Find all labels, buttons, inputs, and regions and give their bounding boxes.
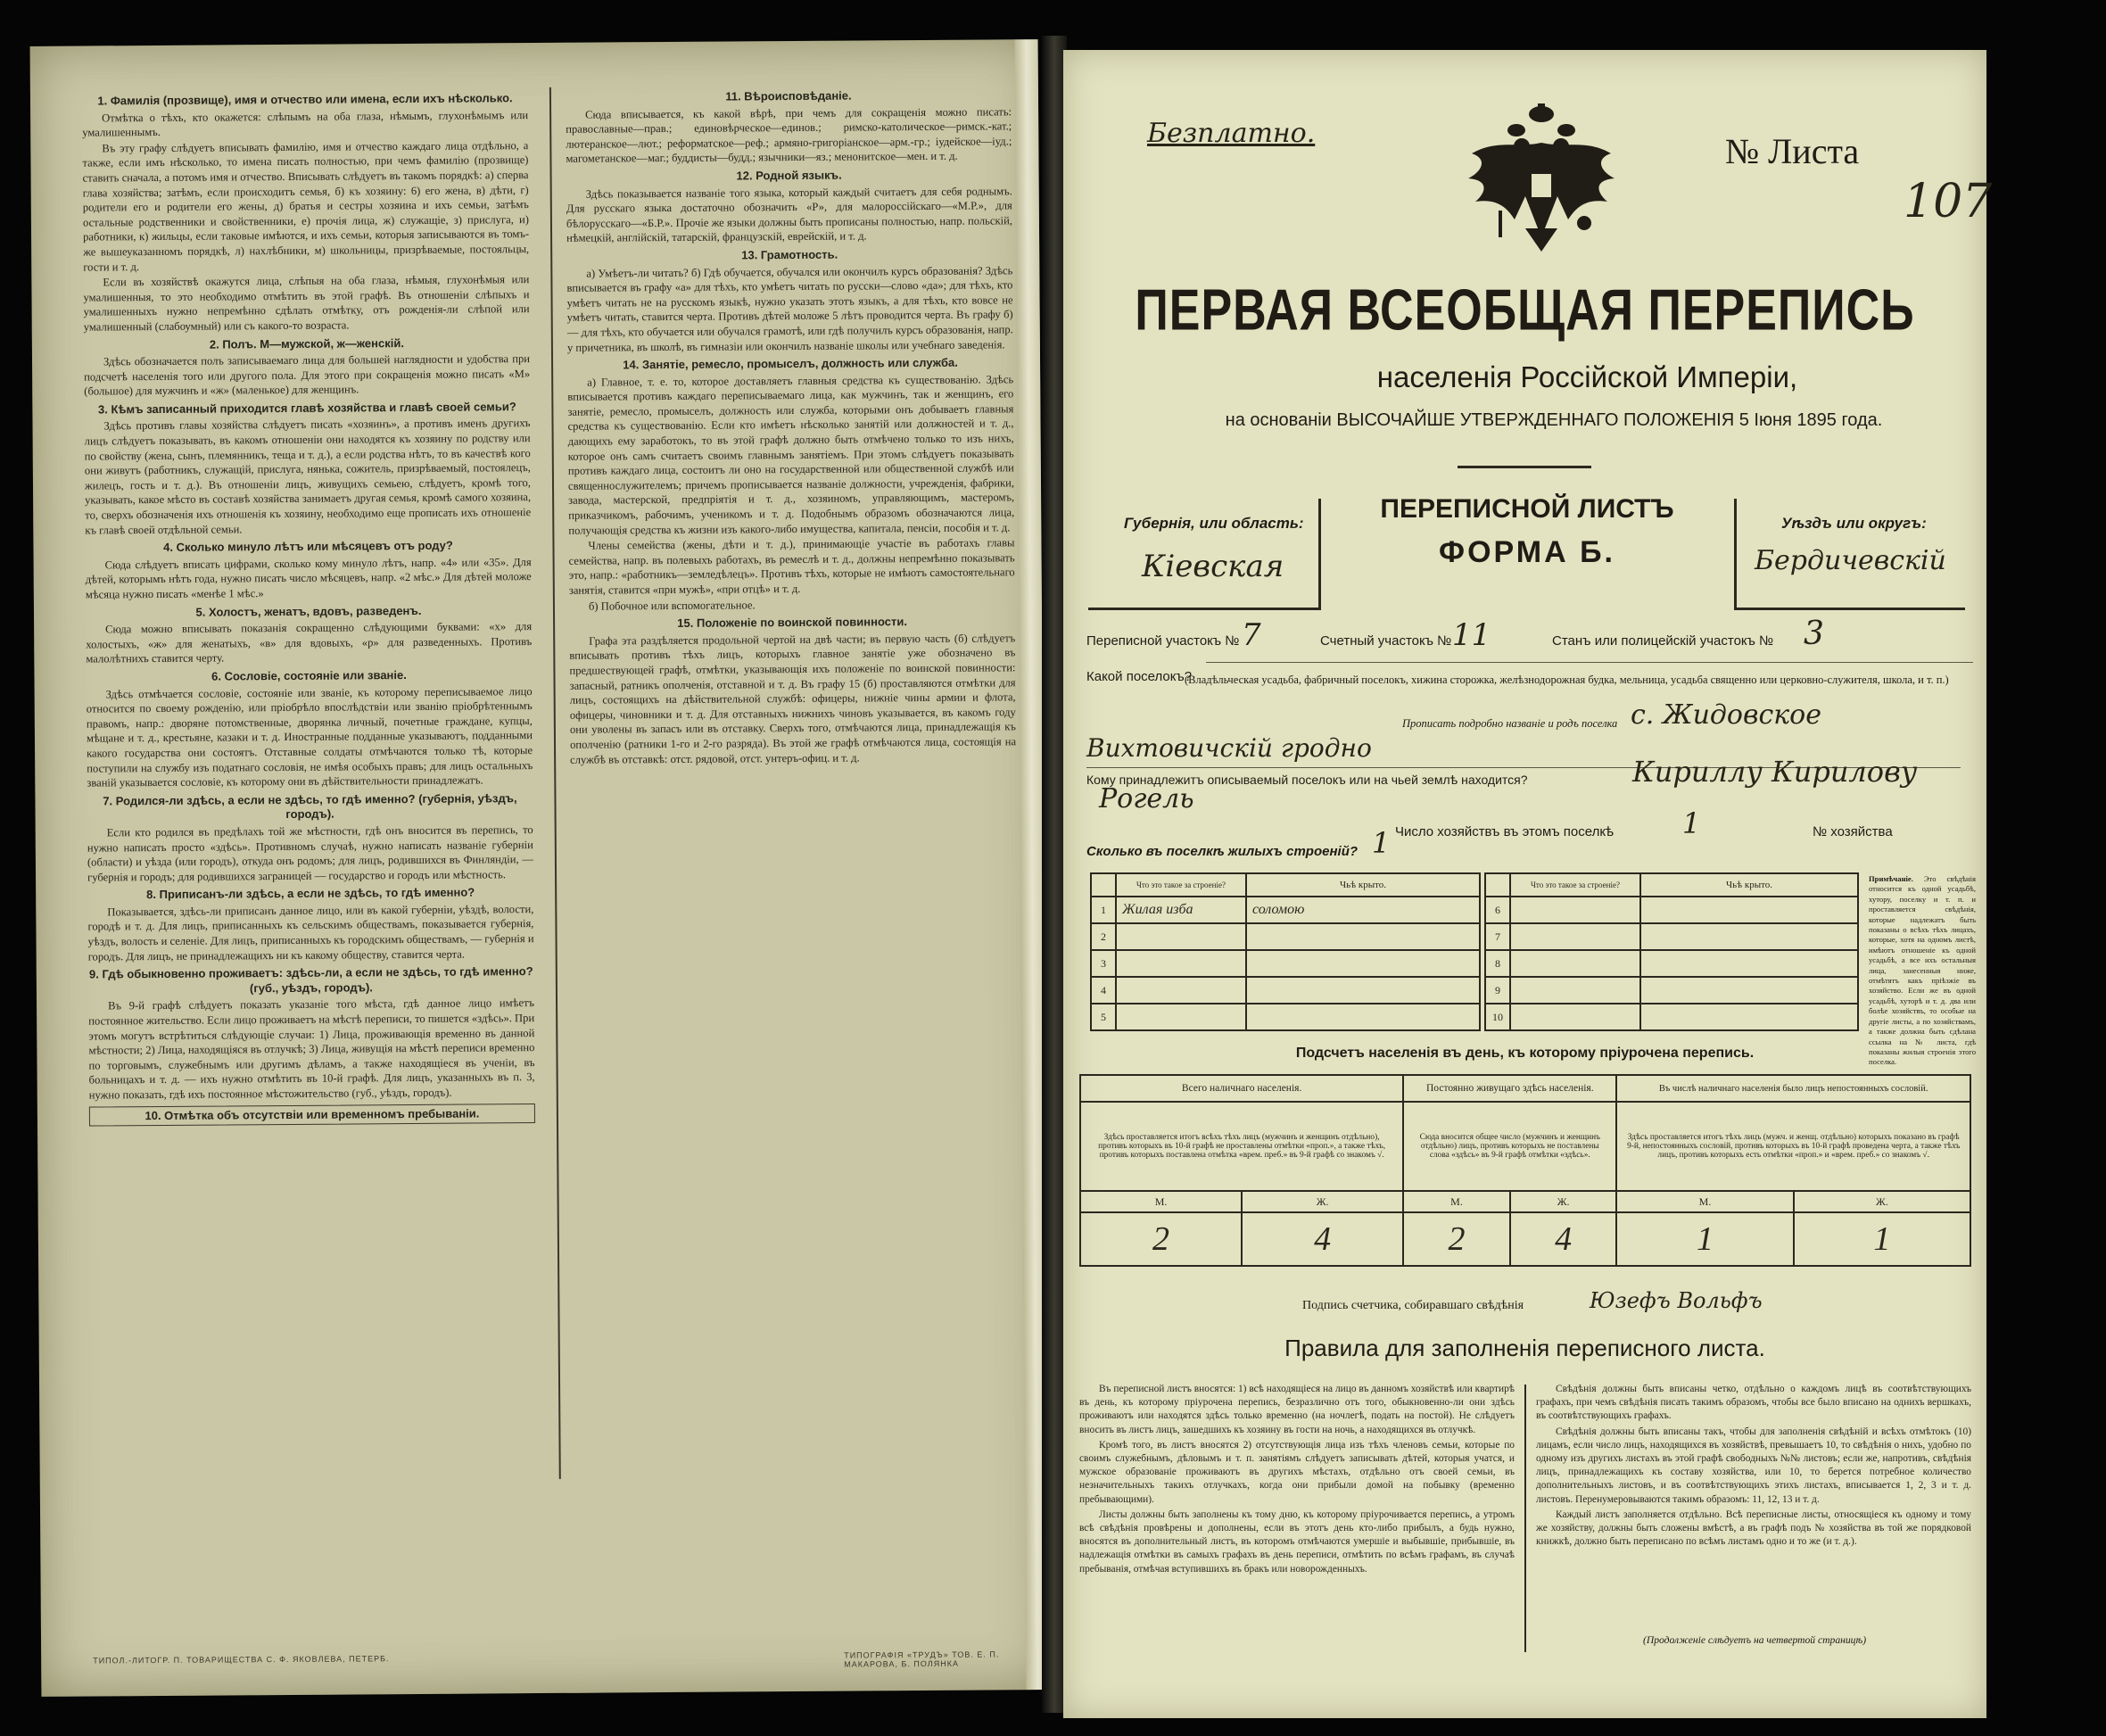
instruction-heading: 1. Фамилія (прозвище), имя и отчество или имена, если ихъ нѣсколько. (97, 91, 513, 108)
households-count-label: Число хозяйствъ въ этомъ поселкѣ (1395, 824, 1615, 839)
instruction-heading: 6. Сословіе, состояніе или званіе. (211, 668, 407, 683)
stan-label: Станъ или полицейскій участокъ № (1552, 633, 1774, 649)
instruction-paragraph: Если въ хозяйствѣ окажутся лица, слѣпыя на оба глаза, нѣмыя, глухонѣмыя или умалишенныя, то это необходимо отмѣтить въ этой графѣ. Въ отношеніи слѣпыхъ и умалишенныхъ нужно непремѣнно сдѣлать отмѣтку, отъ рожденія-ли слѣпой или умалишенный (слабоумный) или съ какого-то возраста. (83, 273, 530, 334)
rules-continued-note: (Продолженіе слѣдуетъ на четвертой страницѣ) (1643, 1634, 1867, 1646)
roof-type (1640, 950, 1858, 977)
column-divider (549, 87, 561, 1479)
roof-type (1640, 1004, 1858, 1030)
rule-paragraph: Свѣдѣнія должны быть вписаны такъ, чтобы для заполненія свѣдѣній и всѣхъ отмѣтокъ (10) лицамъ, если число лицъ, находящихся въ хозяйствѣ, превышаетъ 10, то свѣдѣнія о нихъ, удобно по одному изъ другихъ листахъ въ этой графѣ свободныхъ №№ листовъ; если же, напротивъ, свѣдѣнія лицъ, принадлежащихъ къ составу хозяйства, или 10, то берется потребное количество дополнительныхъ листовъ, и въ соотвѣтствующихъ этихъ листахъ, вписывается 1, 2, 3 и т. д. листовъ. Перенумеровываются такимъ образомъ: 11, 12, 13 и т. д. (1536, 1426, 1971, 1505)
instruction-heading: 5. Холостъ, женатъ, вдовъ, разведенъ. (195, 603, 422, 619)
left-page (30, 39, 1050, 1697)
uezd-value: Бердичевскій (1755, 545, 1946, 576)
building-row (1091, 950, 1480, 977)
building-type (1116, 950, 1246, 977)
roof-type (1640, 923, 1858, 950)
settlement-note: (Владѣльческая усадьба, фабричный поселокъ, хижина сторожка, желѣзнодорожная будка, мельница, усадьба священно или церковно-служителя, школа, и т. п.) (1185, 674, 1949, 686)
form-variant: ФОРМА Б. (1439, 535, 1615, 569)
building-type (1116, 923, 1246, 950)
buildings-table-right: Что это такое за строеніе? Чьѣ крыто. 6 7 8 9 10 (1484, 872, 1859, 1031)
settlement-value: с. Жидовское (1631, 699, 1821, 731)
instruction-paragraph: Въ 9-й графѣ слѣдуетъ показать указаніе того мѣста, гдѣ данное лицо имѣетъ постоянное жительство. Если лицо проживаетъ на мѣстѣ переписи, то пишется «здѣсь». При этомъ могутъ встрѣтиться слѣдующіе случаи: 1) Лица, проживающія временно въ данной мѣстности; 2) Лица, находящіяся въ отлучкѣ; 3) Лица, живущія на мѣстѣ переписи временно по торговымъ, служебнымъ или другимъ дѣламъ, а также находящіеся въ ученіи, въ больницахъ и т. д. — ихъ нужно отмѣтить въ 10-й графѣ. Для лицъ, указанныхъ въ п. 3, нужно показать, гдѣ ихъ постоянное мѣстожительство (губ., уѣздъ, городъ). (88, 996, 535, 1102)
rule-paragraph: Въ переписной листъ вносятся: 1) всѣ находящіеся на лицо въ данномъ хозяйствѣ или квартирѣ въ день, къ которому пріурочена перепись, безразлично отъ того, обыкновенно-ли они здѣсь проживаютъ или находятся здѣсь только временно (на ночлегѣ, подать на постой). Не слѣдуетъ вносить въ листъ лицъ, зашедшихъ къ хозяину въ гости на ночь, а находящихся въ отлучкѣ. (1079, 1384, 1515, 1435)
row-number: 2 (1091, 923, 1116, 950)
instruction-paragraph: Здѣсь отмѣчается сословіе, состояніе или званіе, къ которому переписываемое лицо относится по своему рожденію, или пріобрѣло впослѣдствіи или званію пріобрѣтеннымъ правомъ, напр.: дворяне потомственные, дворянка личный, почетные граждане, купцы, мѣщане и т. д., крестьяне, казаки и т. д. Иностранные подданные указываютъ, подданными какого государства они состоятъ. Отставные солдаты отмѣчаются только тѣ, которые поступили на службу изъ податнаго сословія, не имѣя особыхъ правъ; для лицъ остальныхъ званій указывается сословіе, къ которому они въ дѣйствительности принадлежатъ. (86, 684, 533, 789)
count-total-male: 2 (1080, 1212, 1242, 1266)
sheet-number-label: № Листа (1725, 131, 1860, 171)
instruction-paragraph: Показывается, здѣсь-ли приписанъ данное лицо, или въ какой губерніи, уѣздѣ, волости, городѣ и т. д. Для лицъ, приписанныхъ къ сельскимъ обществамъ, показывается губернія, уѣздъ, волость и селеніе. Для лицъ, приписанныхъ къ городскимъ обществамъ, — губернія и городъ. Для лицъ, не принадлежащихъ ни къ какому обществу, ставится черта. (87, 902, 534, 963)
building-type (1116, 1004, 1246, 1030)
enumerator-signature: Юзефъ Вольфъ (1590, 1288, 1763, 1313)
rules-divider (1524, 1385, 1526, 1652)
uezd-box (1734, 499, 1965, 610)
rules-column-left (1079, 1383, 1515, 1578)
population-count-title: Подсчетъ населенія въ день, къ которому пріурочена перепись. (1295, 1046, 1755, 1061)
instruction-heading: 9. Гдѣ обыкновенно проживаетъ: здѣсь-ли, а если не здѣсь, то гдѣ именно? (губ., уѣздъ, городъ). (88, 964, 533, 996)
census-subtitle: населенія Россійской Имперіи, (1376, 360, 1798, 393)
instruction-heading: 12. Родной языкъ. (736, 168, 842, 183)
instruction-heading: 4. Сколько минуло лѣтъ или мѣсяцевъ отъ роду? (163, 538, 453, 555)
census-title: ПЕРВАЯ ВСЕОБЩАЯ ПЕРЕПИСЬ (1135, 277, 1915, 343)
buildings-note: Примѣчаніе. Это свѣдѣнія относится къ одной усадьбѣ, хутору, поселку и т. п. и проставляется свѣдѣнія, которые надлежатъ быть показаны о всѣхъ тѣхъ лицахъ, которые, хотя на одномъ листѣ, имѣютъ отношеніе къ одной усадьбѣ, а все ихъ остальныя лица, занесенныя ниже, отмѣтятъ какъ пріѣзжіе въ хозяйство. Если же въ одной усадьбѣ, хуторѣ и т. д. два или болѣе хозяйствъ, то особые на другіе листы, а по хозяйствамъ, а также должна быть сдѣлана ссылка на № листа, гдѣ показаны жилыя строенія этого поселка. (1869, 874, 1976, 1067)
building-type: Жилая изба (1116, 897, 1246, 923)
building-row (1091, 1004, 1480, 1030)
printer-imprint-right: ТИПОГРАФІЯ «ТРУДЪ» ТОВ. Е. П. МАКАРОВА, Б. ПОЛЯНКА (844, 1649, 1000, 1669)
rule-paragraph: Каждый листъ заполняется отдѣльно. Всѣ переписные листы, относящіеся къ одному и тому же хозяйству, должны быть сложены вмѣстѣ, а въ графѣ подъ № хозяйства въ той же порядковой книжкѣ, должно быть переписано по всѣмъ листамъ одно и то же (и т. д.). (1536, 1509, 1971, 1548)
counting-district-label: Счетный участокъ № (1320, 633, 1452, 649)
instruction-paragraph: Члены семейства (жены, дѣти и т. д.), принимающіе участіе въ работахъ главы семейства, напр. въ полевыхъ работахъ, въ ремеслѣ и т. д., должны непремѣнно показывать это, напр.: «работникъ—земледѣлецъ». Противъ тѣхъ, которые не имѣютъ самостоятельнаго занятія, ставится «при мужѣ», «при отцѣ» и т. д. (568, 536, 1015, 597)
row-number: 7 (1485, 923, 1510, 950)
row-number: 1 (1091, 897, 1116, 923)
roof-type (1640, 977, 1858, 1004)
rule-paragraph: Свѣдѣнія должны быть вписаны четко, отдѣльно о каждомъ лицѣ въ соотвѣтствующихъ графахъ, при чемъ свѣдѣнія писать такимъ образомъ, чтобы все было вписано на однихъ вершкахъ, въ соотвѣтствующихъ графахъ. (1536, 1384, 1971, 1422)
rule-paragraph: Листы должны быть заполнены къ тому дню, къ которому пріурочивается перепись, а утромъ всѣ свѣдѣнія провѣрены и дополнены, если въ этотъ день кто-либо прибылъ, а будь нужно, вносятся въ дополнительный листъ, въ которомъ отмѣчаются умершіе и выбывшіе, прибывшіе, въ надлежащія отмѣтки въ самыхъ графахъ въ день переписи, отмѣтить по всѣмъ графамъ, въ случаѣ пребыванія, отмѣчая вступившихъ въ бракъ или новорожденныхъ. (1079, 1509, 1515, 1575)
owner-value: Кириллу Кирилову (1632, 755, 1918, 789)
settlement-value-continued: Вихтовичскій гродно (1086, 733, 1372, 763)
gubernia-box (1088, 499, 1321, 610)
row-number: 8 (1485, 950, 1510, 977)
count-resident-male: 2 (1403, 1212, 1510, 1266)
rule-paragraph: Кромѣ того, въ листъ вносятся 2) отсутствующія лица изъ тѣхъ членовъ семьи, которые по своимъ служебнымъ, дѣловымъ и т. п. занятіямъ слѣдуетъ записывать дѣтей, которыя учатся, и мужское образованіе проживаютъ въ другихъ мѣстахъ, отдѣльно отъ своей семьи, въ незначительныхъ такихъ отлучкахъ, когда они прибыли домой на побывку (временно пребывающими). (1079, 1439, 1515, 1505)
building-row (1091, 923, 1480, 950)
instruction-paragraph: б) Побочное или вспомогательное. (588, 598, 756, 613)
census-district-label: Переписной участокъ № (1086, 633, 1240, 649)
row-number: 9 (1485, 977, 1510, 1004)
building-row (1485, 897, 1858, 923)
instruction-paragraph: Графа эта раздѣляется продольной чертой на двѣ части; въ первую часть (б) слѣдуетъ вписывать противъ тѣхъ лицъ, которыхъ главное занятіе уже обозначено въ предшествующей графѣ, отмѣтки, указывающія ихъ положеніе по воинской повинности: запасный, ратникъ ополченія, отставной и т. д. Въ графу 15 (б) проставляются отмѣтки для лицъ, состоящихъ на дѣйствительной службѣ: офицеры, нижніе чины армии и флота, офицеры, чиновники и т. д. Для отставныхъ нижнихъ чиновъ указывается, въ какомъ году они уволены въ запасъ или въ отставку. Сверхъ того, отмѣчаются лица, принадлежащія къ ополченію (ратники 1-го и 2-го разряда). Въ этой же графѣ отмѣчаются лица, состоящія на службѣ въ отставкѣ: отст. рядовой, отст. унтеръ-офиц. и т. д. (569, 632, 1017, 766)
title-rule (1458, 466, 1591, 468)
instruction-heading: 8. Приписанъ-ли здѣсь, а если не здѣсь, то гдѣ именно? (146, 885, 475, 902)
printer-imprint-left: ТИПОЛ.-ЛИТОГР. П. ТОВАРИЩЕСТВА С. Ф. ЯКОВЛЕВА, ПЕТЕРБ. (93, 1654, 390, 1666)
settlement-hint: Прописать подробно названіе и родъ поселка (1402, 717, 1618, 730)
instruction-paragraph: Сюда слѣдуетъ вписать цифрами, сколько кому минуло лѣтъ, напр. «4» или «35». Для дѣтей, которымъ нѣтъ года, нужно писать число мѣсяцевъ, напр. «2 мѣс.» Для дѣтей моложе мѣсяца нужно писать «менѣе 1 мѣс.» (85, 555, 532, 601)
instruction-heading: 13. Грамотность. (741, 247, 838, 262)
owner-label: Кому принадлежитъ описываемый поселокъ или на чьей землѣ находится? (1086, 773, 1528, 787)
instruction-heading: 7. Родился-ли здѣсь, а если не здѣсь, то гдѣ именно? (губернія, уѣздъ, городъ). (103, 790, 517, 822)
row-number: 6 (1485, 897, 1510, 923)
household-number-label: № хозяйства (1813, 824, 1893, 839)
owner-value-continued: Рогель (1099, 783, 1194, 814)
building-row (1091, 897, 1480, 923)
instruction-paragraph: Здѣсь противъ главы хозяйства слѣдуетъ писать «хозяинъ», а противъ именъ другихъ лицъ слѣдуетъ показывать, въ какомъ отношеніи они находятся къ хозяину по родству или по свойству (жена, сынъ, племянникъ, теща и т. д.), а если родства нѣтъ, то въ качествѣ кого они живутъ (работникъ, служащій, прислуга, нянька, сожитель, призрѣваемый, постоялецъ, жилецъ, гость и т. д.). Въ отношеніи лицъ, живущихъ семьею, слѣдуетъ, кромѣ того, указывать, какое мѣсто въ составѣ хозяйства занимаетъ другая семья, кромѣ самого хозяина, то, сверхъ обозначенія ихъ отношенія къ хозяину, необходимо еще прописать ихъ отношеніе къ главѣ своей отдѣльной семьи. (84, 417, 532, 537)
gubernia-value: Кіевская (1142, 549, 1284, 584)
row-number: 3 (1091, 950, 1116, 977)
instruction-heading: 2. Полъ. М—мужской, ж—женскій. (209, 335, 404, 351)
building-row (1485, 950, 1858, 977)
enumerator-signature-label: Подпись счетчика, собиравшаго свѣдѣнія (1302, 1299, 1524, 1312)
stan-value: 3 (1804, 616, 1824, 652)
left-column-instructions-11-15 (566, 84, 1016, 768)
building-row (1485, 923, 1858, 950)
count-nonresident-male: 1 (1616, 1212, 1793, 1266)
instruction-heading: 11. Вѣроисповѣданіе. (725, 88, 852, 103)
row-number: 4 (1091, 977, 1116, 1004)
free-label: Безплатно. (1147, 118, 1316, 149)
instruction-heading: 15. Положеніе по воинской повинности. (677, 615, 907, 631)
absence-note-heading: 10. Отмѣтка объ отсутствіи или временномъ пребываніи. (89, 1104, 535, 1127)
legal-basis-line: на основаніи ВЫСОЧАЙШЕ УТВЕРЖДЕННАГО ПОЛОЖЕНІЯ 5 Іюня 1895 года. (1225, 410, 1883, 430)
building-row (1091, 977, 1480, 1004)
rules-title: Правила для заполненія переписного листа. (1284, 1335, 1765, 1361)
instruction-paragraph: Если кто родился въ предѣлахъ той же мѣстности, гдѣ онъ вносится въ перепись, то нужно написать просто «здѣсь». Противномъ случаѣ, нужно написать названіе губерніи (области) и уѣзда (или городъ), откуда онъ родомъ; для лицъ, родившихся въ Финляндіи, — губернія и городъ; для родившихся заграницей — государство и городъ или мѣстность. (87, 823, 533, 884)
building-type (1510, 923, 1640, 950)
instruction-paragraph: а) Умѣетъ-ли читать? б) Гдѣ обучается, обучался или окончилъ курсъ образованія? Здѣсь вписывается въ графу «а» для тѣхъ, кто умѣетъ читать по русски—слово «да»; для тѣхъ, кто умѣетъ читать не на русскомъ языкѣ, нужно указать этотъ языкъ, а для тѣхъ, кто вовсе не умѣетъ читать, ставится черта. Противъ дѣтей моложе 5 лѣтъ проводится черта. Въ графу б) — для тѣхъ, кто обучается или обучался грамотѣ, или гдѣ получилъ курсъ образованія, напр. у причетника, въ школѣ, въ гимназіи или окончилъ названіе школы или учебнаго заведенія. (566, 263, 1013, 354)
building-type (1510, 977, 1640, 1004)
instruction-paragraph: Сюда можно вписывать показанія сокращенно слѣдующими буквами: «х» для холостыхъ, «ж» для женатыхъ, «в» для вдовыхъ, «р» для разведенныхъ. Противъ малолѣтнихъ ставится черту. (86, 620, 533, 665)
roof-type (1246, 977, 1480, 1004)
building-row (1485, 977, 1858, 1004)
roof-type: соломою (1246, 897, 1480, 923)
handwritten-sheet-number: 107 (1904, 175, 1993, 228)
instruction-heading: 14. Занятіе, ремесло, промыселъ, должность или служба. (623, 355, 958, 372)
households-count-value: 1 (1682, 806, 1701, 840)
right-page-census-form (1063, 50, 1993, 1718)
instruction-paragraph: Въ эту графу слѣдуетъ вписывать фамилію, имя и отчество каждаго лица отдѣльно, а также, если имъ нѣсколько, то имена писать полностью, при чемъ фамилію (прозвище) ставить сначала, а потомъ имя и отчество. Вписывать слѣдуетъ въ такомъ порядкѣ: а) сперва глава хозяйства; затѣмъ, если происходитъ семья, б) къ хозяину: 6) его жена, в) дѣти, г) родители его и родители его жены, д) братья и сестры хозяина и ихъ семьи, затѣмъ остальные родственники и свойственники, е) прочія лица, ж) служащіе, з) прислуга, и) работники, к) жильцы, если таковые имѣются, и ихъ семьи, которыя записываются въ томъ-же вышеуказанномъ порядкѣ, л) нахлѣбники, м) школьницы, призрѣваемые, постояльцы, гости и т. д. (82, 138, 530, 274)
form-title: ПЕРЕПИСНОЙ ЛИСТЪ (1380, 494, 1674, 524)
buildings-value: 1 (1372, 826, 1391, 860)
roof-type (1246, 1004, 1480, 1030)
instruction-paragraph: Отмѣтка о тѣхъ, кто окажется: слѣпымъ на оба глаза, нѣмымъ, глухонѣмымъ или умалишеннымъ. (82, 108, 529, 139)
uezd-label: Уѣздъ или округъ: (1781, 515, 1927, 532)
buildings-label: Сколько въ поселкѣ жилыхъ строеній? (1086, 844, 1359, 859)
instruction-paragraph: Сюда вписывается, къ какой вѣрѣ, при чемъ для сокращенія можно писать: православные—прав.; единовѣрческое—единов.; римско-католическое—римск.-кат.; лютеранское—лют.; реформатское—реф.; армяно-григоріанское—арм.-гр.; іудейское—іуд.; магометанское—маг.; буддисты—будд.; язычники—яз.; менонитское—мен. и т. д. (566, 104, 1012, 166)
roof-type (1640, 897, 1858, 923)
gubernia-label: Губернія, или область: (1124, 515, 1304, 532)
population-count-table: Всего наличнаго населенія. Постоянно живущаго здѣсь населенія. Въ числѣ наличнаго населенія было лицъ непостоянныхъ сословій. Здѣсь проставляется итогъ всѣхъ тѣхъ лицъ (мужчинъ и женщинъ отдѣльно), противъ которыхъ въ 10-й графѣ не проставлены отмѣтки «проп.», а также тѣхъ, противъ которыхъ поставлена отмѣтка «врем. преб.» въ 9-й графѣ со знакомъ √. Сюда вносится общее число (мужчинъ и женщинъ отдѣльно) лицъ, противъ которыхъ не поставлены слова «здѣсь» въ 9-й графѣ отмѣтки «здѣсь». Здѣсь проставляется итогъ тѣхъ лицъ (мужч. и женщ. отдѣльно) которыхъ показано въ графѣ 9-й, непостоянныхъ сословій, противъ которыхъ въ 10-й графѣ проведена черта, а также тѣхъ лицъ, противъ которыхъ есть отмѣтки «проп.» и «врем. преб.» со знакомъ √. М. Ж. М. Ж. М. Ж. 2 4 2 4 1 1 (1079, 1074, 1971, 1267)
instruction-heading: 3. Кѣмъ записанный приходится главѣ хозяйства и главѣ своей семьи? (97, 400, 516, 417)
building-row (1485, 1004, 1858, 1030)
instruction-paragraph: Здѣсь показывается названіе того языка, который каждый считаетъ для себя роднымъ. Для русскаго языка достаточно обозначить «Р», для малороссійскаго—«М.Р.», для бѣлорусскаго—«Б.Р.». Прочіе же языки должны быть прописаны полностью, напр. польскій, нѣмецкій, англійскій, татарскій, французскій, еврейскій, и т. д. (566, 184, 1012, 245)
building-type (1116, 977, 1246, 1004)
left-column-instructions-1-10 (82, 87, 535, 1128)
count-nonresident-female: 1 (1794, 1212, 1970, 1266)
counting-district-value: 11 (1452, 617, 1491, 653)
row-number: 10 (1485, 1004, 1510, 1030)
roof-type (1246, 950, 1480, 977)
buildings-table-left: Что это такое за строеніе? Чьѣ крыто. 1 Жилая изба соломою 2 3 4 5 (1090, 872, 1481, 1031)
instruction-paragraph: а) Главное, т. е. то, которое доставляетъ главныя средства къ существованію. Здѣсь вписывается противъ каждаго переписываемаго лица, как мужчинъ, так и женщинъ, его занятіе, ремесло, промыселъ, должность или служба, которыми онъ добываетъ главныя средства къ существованію. Если кто имѣетъ нѣсколько занятій или должностей и т. д., дающихъ ему заработокъ, то въ этой графѣ должно быть отмѣчено только то изъ нихъ, которое онъ самъ считаетъ своимъ главнымъ занятіемъ. При этомъ слѣдуетъ показывать противъ каждаго лица, состоитъ ли оно на государственной или общественной службѣ или священнослужителемъ; причемъ прописывается названіе должности, учрежденія, фабрики, завода, мастерской, предпріятія и т. д., хозяиномъ, управляющимъ, мастеромъ, приказчикомъ, рабочимъ, ученикомъ и т. д. Подобнымъ образомъ обозначаются лица, получающія средства къ жизни изъ какого-либо имущества, капитала, пенсіи, пособія и т. д. (567, 372, 1015, 537)
instruction-paragraph: Здѣсь обозначается полъ записываемаго лица для большей наглядности и удобства при подсчетѣ населенія того или другого пола. Для этого при сокращенія можно писать «М» (большое) для мужчинъ и «ж» (маленькое) для женщинъ. (84, 352, 531, 398)
row-number: 5 (1091, 1004, 1116, 1030)
settlement-label: Какой поселокъ? (1086, 669, 1193, 684)
building-type (1510, 897, 1640, 923)
count-resident-female: 4 (1510, 1212, 1617, 1266)
census-district-value: 7 (1242, 617, 1261, 653)
count-total-female: 4 (1242, 1212, 1403, 1266)
building-type (1510, 1004, 1640, 1030)
building-type (1510, 950, 1640, 977)
imperial-eagle-emblem (1463, 103, 1620, 253)
roof-type (1246, 923, 1480, 950)
rules-column-right (1536, 1383, 1971, 1550)
